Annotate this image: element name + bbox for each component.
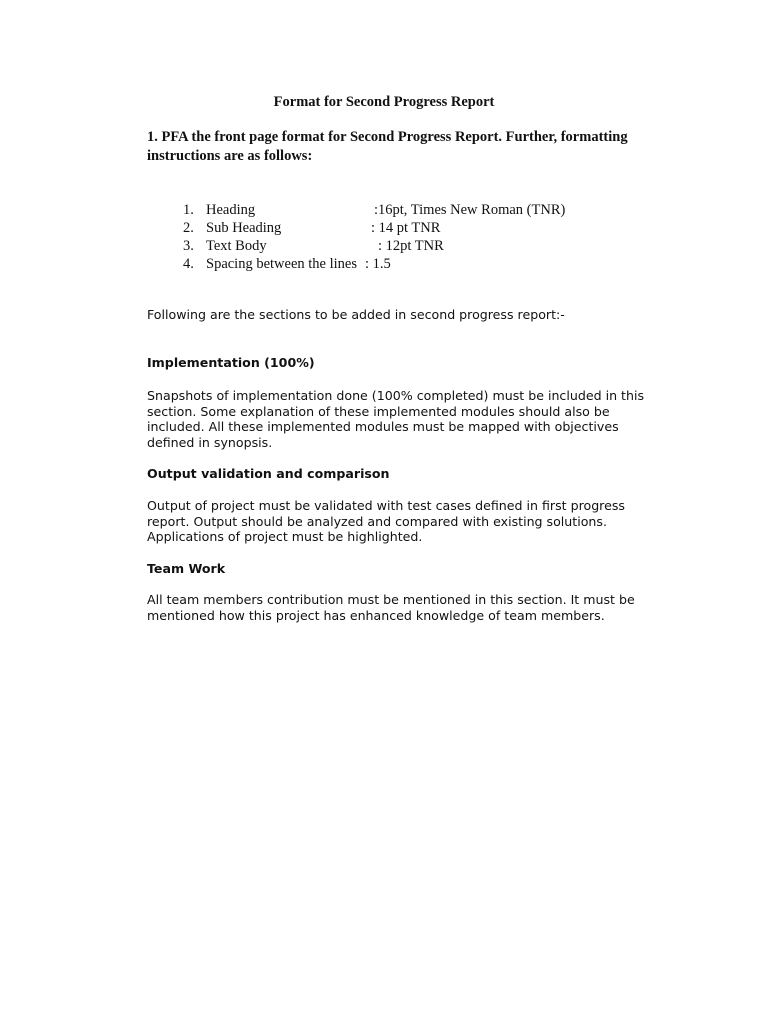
section-line: All team members contribution must be mentioned in this section. It must be xyxy=(147,592,635,607)
format-item-value: : 1.5 xyxy=(365,256,391,272)
section-line: Output of project must be validated with test cases defined in first progress xyxy=(147,498,625,513)
section-line: defined in synopsis. xyxy=(147,434,273,450)
format-item-value: :16pt, Times New Roman (TNR) xyxy=(374,202,566,218)
section-line: section. Some explanation of these implemented modules should also be xyxy=(147,403,610,419)
format-item-number: 3. xyxy=(183,238,194,254)
section-heading-output-validation: Output validation and comparison xyxy=(147,466,390,481)
section-line: included. All these implemented modules must be mapped with objectives xyxy=(147,419,619,434)
section-line: report. Output should be analyzed and compared with existing solutions. xyxy=(147,513,607,529)
format-item-label: Sub Heading xyxy=(206,220,282,236)
section-body-output-validation xyxy=(147,498,647,545)
format-item-value: : 12pt TNR xyxy=(378,238,444,254)
intro-line-1: 1. PFA the front page format for Second Progress Report. Further, formatting xyxy=(147,129,628,145)
section-line: mentioned how this project has enhanced knowledge of team members. xyxy=(147,607,605,623)
section-heading-implementation: Implementation (100%) xyxy=(147,355,315,370)
format-item-number: 4. xyxy=(183,256,194,272)
section-line: Snapshots of implementation done (100% completed) must be included in this xyxy=(147,388,645,403)
section-heading-team-work: Team Work xyxy=(147,561,226,576)
intro-paragraph xyxy=(147,128,687,166)
section-body-team-work xyxy=(147,592,647,623)
format-item-number: 2. xyxy=(183,220,194,236)
section-line: Applications of project must be highlighted. xyxy=(147,529,423,544)
format-item-value: : 14 pt TNR xyxy=(371,220,441,236)
format-item-label: Heading xyxy=(206,202,256,218)
sections-lead-text: Following are the sections to be added in second progress report:- xyxy=(147,307,565,322)
format-item-number: 1. xyxy=(183,202,194,218)
document-title: Format for Second Progress Report xyxy=(273,94,495,110)
intro-line-2: instructions are as follows: xyxy=(147,148,313,164)
format-item-label: Spacing between the lines xyxy=(206,256,357,272)
format-item-label: Text Body xyxy=(206,238,267,254)
section-body-implementation xyxy=(147,388,647,450)
